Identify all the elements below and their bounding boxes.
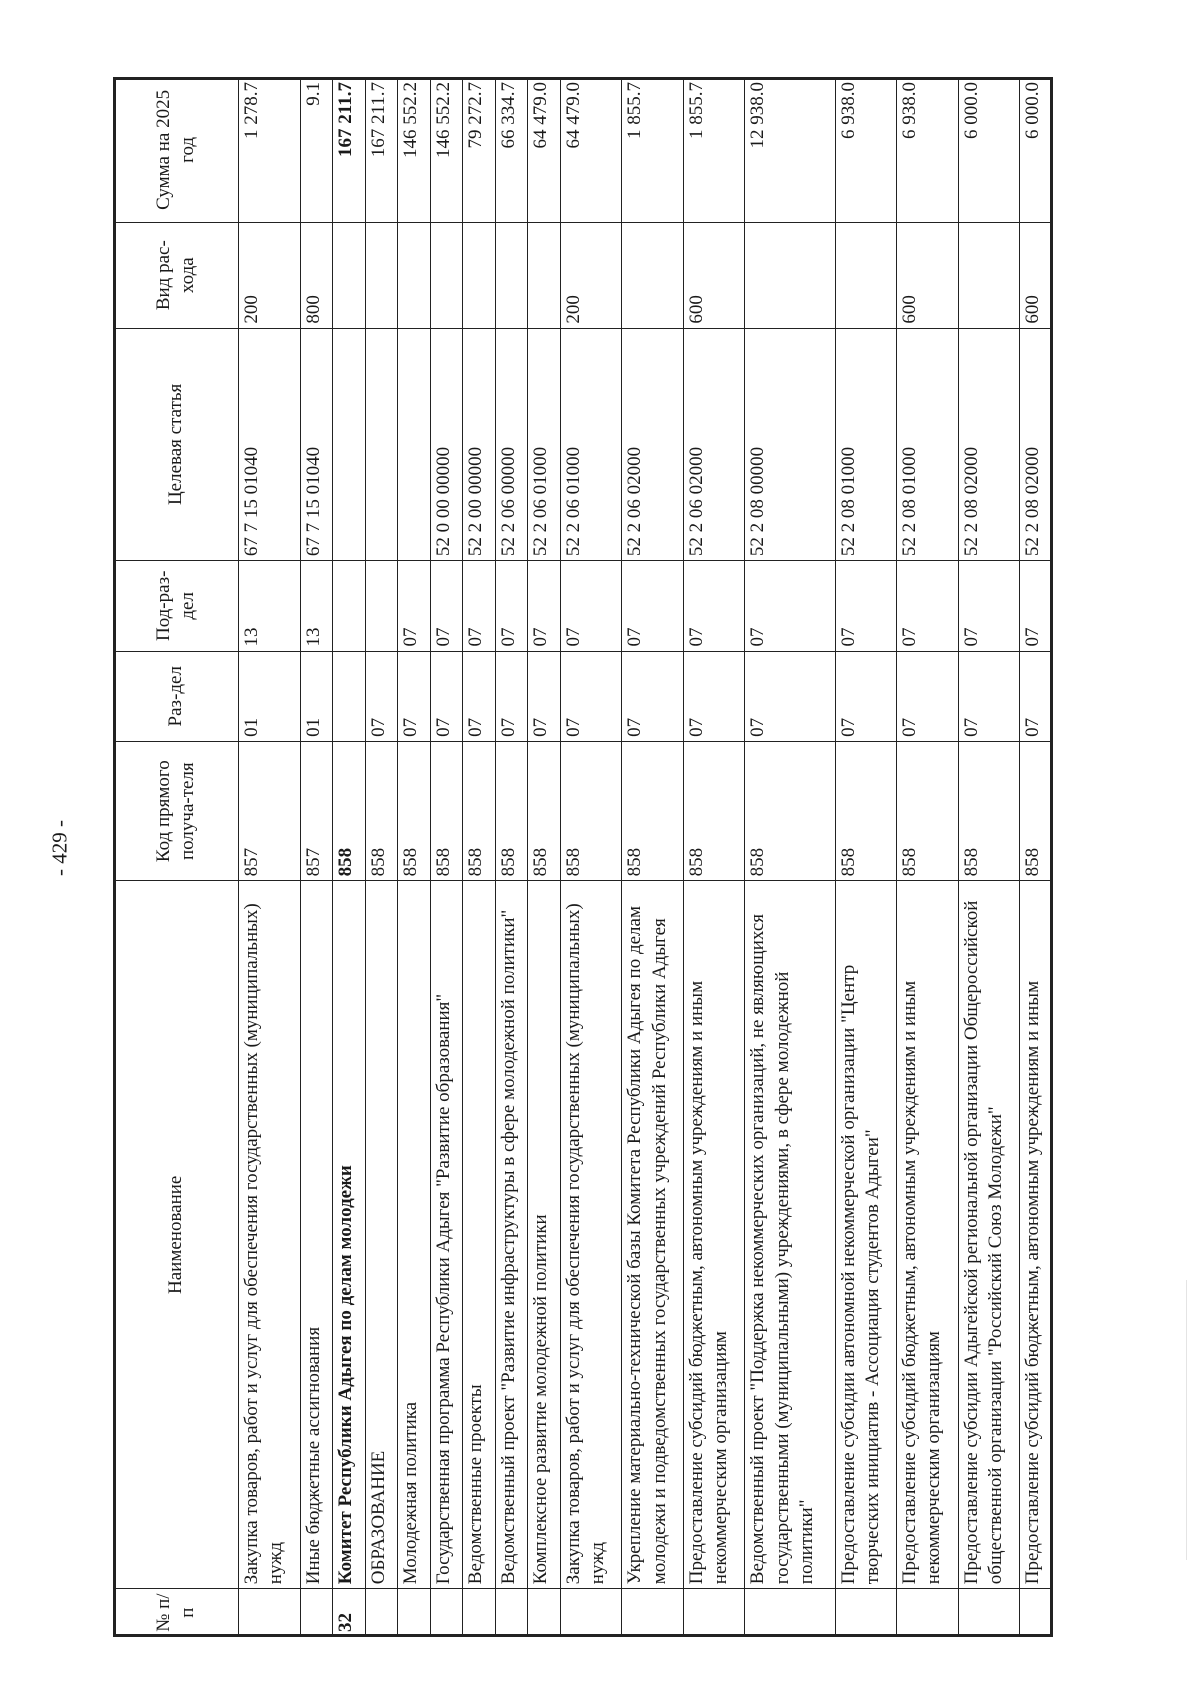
row-amount-cell: 167 211.7 xyxy=(365,78,398,223)
row-subsection-cell: 07 xyxy=(528,561,561,651)
row-section-cell: 01 xyxy=(239,651,301,741)
row-name-cell: Иные бюджетные ассигнования xyxy=(300,881,333,1589)
row-number-cell xyxy=(560,1589,622,1637)
row-recipient-code-cell: 858 xyxy=(835,741,897,880)
scan-artifact-line xyxy=(1186,1280,1187,1560)
row-name-cell: Укрепление материально-технической базы Комитета Республики Адыгея по делам молодежи и подведомственных государственных учреждений Республики Адыгея xyxy=(622,881,684,1589)
row-expense-type-cell: 600 xyxy=(1020,222,1053,328)
row-target-article-cell xyxy=(365,328,398,560)
row-subsection-cell: 07 xyxy=(835,561,897,651)
row-section-cell: 07 xyxy=(1020,651,1053,741)
row-amount-cell: 9.1 xyxy=(300,78,333,223)
row-name-cell: Закупка товаров, работ и услуг для обеспечения государственных (муниципальных) нужд xyxy=(239,881,301,1589)
row-expense-type-cell: 800 xyxy=(300,222,333,328)
row-expense-type-cell: 200 xyxy=(239,222,301,328)
row-section-cell: 07 xyxy=(463,651,496,741)
table-row xyxy=(365,78,398,1637)
table-row xyxy=(897,78,959,1637)
row-recipient-code-cell: 858 xyxy=(528,741,561,880)
row-name-cell: Ведомственный проект "Поддержка некоммерческих организаций, не являющихся государственными (муниципальными) учреждениями, в сфере молодежной политики" xyxy=(745,881,835,1589)
row-subsection-cell: 07 xyxy=(398,561,431,651)
row-recipient-code-cell: 857 xyxy=(239,741,301,880)
row-name-cell: Ведомственные проекты xyxy=(463,881,496,1589)
row-expense-type-cell xyxy=(835,222,897,328)
row-recipient-code-cell: 858 xyxy=(398,741,431,880)
row-recipient-code-cell: 858 xyxy=(560,741,622,880)
row-recipient-code-cell: 858 xyxy=(683,741,745,880)
row-target-article-cell: 52 2 06 00000 xyxy=(495,328,528,560)
budget-table xyxy=(113,77,1053,1637)
table-row xyxy=(745,78,835,1637)
row-name-cell: Ведомственный проект "Развитие инфраструктуры в сфере молодежной политики" xyxy=(495,881,528,1589)
header-name: Наименование xyxy=(114,881,239,1589)
row-amount-cell: 146 552.2 xyxy=(430,78,463,223)
row-name-cell: Предоставление субсидии автономной некоммерческой организации "Центр творческих инициатив - Ассоциация студентов Адыгеи" xyxy=(835,881,897,1589)
row-number-cell xyxy=(365,1589,398,1637)
row-section-cell: 07 xyxy=(622,651,684,741)
row-number-cell xyxy=(495,1589,528,1637)
table-row xyxy=(835,78,897,1637)
table-row xyxy=(300,78,333,1637)
row-recipient-code-cell: 858 xyxy=(745,741,835,880)
row-subsection-cell: 07 xyxy=(430,561,463,651)
row-amount-cell: 64 479.0 xyxy=(560,78,622,223)
row-name-cell: ОБРАЗОВАНИЕ xyxy=(365,881,398,1589)
row-amount-cell: 146 552.2 xyxy=(398,78,431,223)
row-number-cell xyxy=(463,1589,496,1637)
row-expense-type-cell xyxy=(958,222,1020,328)
header-expense-type: Вид рас-хода xyxy=(114,222,239,328)
row-number-cell xyxy=(528,1589,561,1637)
row-target-article-cell xyxy=(333,328,366,560)
row-number-cell xyxy=(897,1589,959,1637)
row-expense-type-cell: 200 xyxy=(560,222,622,328)
row-expense-type-cell xyxy=(365,222,398,328)
table-row xyxy=(495,78,528,1637)
row-amount-cell: 64 479.0 xyxy=(528,78,561,223)
row-number-cell xyxy=(239,1589,301,1637)
table-row xyxy=(1020,78,1053,1637)
row-section-cell: 07 xyxy=(528,651,561,741)
row-subsection-cell: 07 xyxy=(745,561,835,651)
row-recipient-code-cell: 858 xyxy=(622,741,684,880)
row-expense-type-cell xyxy=(622,222,684,328)
header-target-article: Целевая статья xyxy=(114,328,239,560)
header-section: Раз-дел xyxy=(114,651,239,741)
row-section-cell: 07 xyxy=(835,651,897,741)
row-target-article-cell: 52 2 08 01000 xyxy=(835,328,897,560)
row-amount-cell: 6 000.0 xyxy=(1020,78,1053,223)
header-amount-2025: Сумма на 2025 год xyxy=(114,78,239,223)
row-name-cell: Государственная программа Республики Адыгея "Развитие образования" xyxy=(430,881,463,1589)
row-subsection-cell: 07 xyxy=(495,561,528,651)
row-name-cell: Предоставление субсидий бюджетным, автономным учреждениям и иным некоммерческим организациям xyxy=(897,881,959,1589)
row-target-article-cell: 52 2 08 02000 xyxy=(1020,328,1053,560)
row-target-article-cell: 67 7 15 01040 xyxy=(239,328,301,560)
table-row xyxy=(560,78,622,1637)
row-expense-type-cell xyxy=(398,222,431,328)
row-target-article-cell: 52 2 06 02000 xyxy=(683,328,745,560)
table-row xyxy=(430,78,463,1637)
row-section-cell: 07 xyxy=(365,651,398,741)
row-name-cell: Предоставление субсидий бюджетным, автономным учреждениям и иным xyxy=(1020,881,1053,1589)
row-target-article-cell: 52 2 06 01000 xyxy=(528,328,561,560)
row-subsection-cell xyxy=(333,561,366,651)
row-subsection-cell: 07 xyxy=(683,561,745,651)
row-section-cell: 07 xyxy=(745,651,835,741)
row-subsection-cell: 13 xyxy=(300,561,333,651)
row-number-cell xyxy=(835,1589,897,1637)
table-row xyxy=(398,78,431,1637)
row-number-cell xyxy=(430,1589,463,1637)
table-row xyxy=(622,78,684,1637)
row-subsection-cell: 07 xyxy=(958,561,1020,651)
row-subsection-cell: 07 xyxy=(1020,561,1053,651)
row-section-cell: 07 xyxy=(430,651,463,741)
row-target-article-cell: 67 7 15 01040 xyxy=(300,328,333,560)
row-name-cell: Комитет Республики Адыгея по делам молодежи xyxy=(333,881,366,1589)
row-amount-cell: 167 211.7 xyxy=(333,78,366,223)
row-expense-type-cell: 600 xyxy=(683,222,745,328)
row-recipient-code-cell: 858 xyxy=(958,741,1020,880)
row-recipient-code-cell: 858 xyxy=(1020,741,1053,880)
row-number-cell xyxy=(745,1589,835,1637)
row-recipient-code-cell: 858 xyxy=(333,741,366,880)
row-number-cell xyxy=(683,1589,745,1637)
row-amount-cell: 6 938.0 xyxy=(835,78,897,223)
row-subsection-cell: 07 xyxy=(622,561,684,651)
row-expense-type-cell xyxy=(528,222,561,328)
row-subsection-cell xyxy=(365,561,398,651)
row-subsection-cell: 07 xyxy=(463,561,496,651)
row-amount-cell: 12 938.0 xyxy=(745,78,835,223)
row-section-cell: 07 xyxy=(560,651,622,741)
row-number-cell xyxy=(1020,1589,1053,1637)
row-subsection-cell: 07 xyxy=(560,561,622,651)
row-expense-type-cell xyxy=(495,222,528,328)
row-name-cell: Предоставление субсидии Адыгейской региональной организации Общероссийской общественной организации "Российский Союз Молодежи" xyxy=(958,881,1020,1589)
table-row xyxy=(958,78,1020,1637)
row-recipient-code-cell: 857 xyxy=(300,741,333,880)
table-row xyxy=(528,78,561,1637)
row-number-cell xyxy=(622,1589,684,1637)
row-section-cell xyxy=(333,651,366,741)
row-number-cell xyxy=(398,1589,431,1637)
row-number-cell: 32 xyxy=(333,1589,366,1637)
table-header-row xyxy=(114,78,239,1637)
row-subsection-cell: 13 xyxy=(239,561,301,651)
row-target-article-cell: 52 2 00 00000 xyxy=(463,328,496,560)
table-body xyxy=(239,78,1053,1637)
header-recipient-code: Код прямого получа-теля xyxy=(114,741,239,880)
row-recipient-code-cell: 858 xyxy=(365,741,398,880)
table-row xyxy=(683,78,745,1637)
row-section-cell: 07 xyxy=(958,651,1020,741)
row-amount-cell: 1 855.7 xyxy=(622,78,684,223)
row-recipient-code-cell: 858 xyxy=(897,741,959,880)
row-amount-cell: 6 938.0 xyxy=(897,78,959,223)
row-recipient-code-cell: 858 xyxy=(463,741,496,880)
row-expense-type-cell xyxy=(745,222,835,328)
row-recipient-code-cell: 858 xyxy=(430,741,463,880)
row-amount-cell: 1 855.7 xyxy=(683,78,745,223)
row-section-cell: 07 xyxy=(398,651,431,741)
row-subsection-cell: 07 xyxy=(897,561,959,651)
row-expense-type-cell xyxy=(463,222,496,328)
header-num: № п/п xyxy=(114,1589,239,1637)
row-recipient-code-cell: 858 xyxy=(495,741,528,880)
row-section-cell: 01 xyxy=(300,651,333,741)
row-target-article-cell: 52 2 08 00000 xyxy=(745,328,835,560)
table-row xyxy=(333,78,366,1637)
row-target-article-cell: 52 2 06 02000 xyxy=(622,328,684,560)
table-row xyxy=(463,78,496,1637)
page-number: - 429 - xyxy=(47,820,72,876)
row-name-cell: Комплексное развитие молодежной политики xyxy=(528,881,561,1589)
row-target-article-cell: 52 2 06 01000 xyxy=(560,328,622,560)
row-amount-cell: 6 000.0 xyxy=(958,78,1020,223)
header-subsection: Под-раз-дел xyxy=(114,561,239,651)
row-section-cell: 07 xyxy=(683,651,745,741)
row-number-cell xyxy=(958,1589,1020,1637)
row-expense-type-cell: 600 xyxy=(897,222,959,328)
row-target-article-cell: 52 2 08 02000 xyxy=(958,328,1020,560)
row-amount-cell: 66 334.7 xyxy=(495,78,528,223)
row-target-article-cell xyxy=(398,328,431,560)
budget-table-rotated xyxy=(113,77,1053,1637)
row-target-article-cell: 52 0 00 00000 xyxy=(430,328,463,560)
row-expense-type-cell xyxy=(333,222,366,328)
row-expense-type-cell xyxy=(430,222,463,328)
row-name-cell: Предоставление субсидий бюджетным, автономным учреждениям и иным некоммерческим организациям xyxy=(683,881,745,1589)
row-amount-cell: 1 278.7 xyxy=(239,78,301,223)
row-amount-cell: 79 272.7 xyxy=(463,78,496,223)
row-name-cell: Молодежная политика xyxy=(398,881,431,1589)
table-row xyxy=(239,78,301,1637)
row-section-cell: 07 xyxy=(897,651,959,741)
row-name-cell: Закупка товаров, работ и услуг для обеспечения государственных (муниципальных) нужд xyxy=(560,881,622,1589)
row-target-article-cell: 52 2 08 01000 xyxy=(897,328,959,560)
row-number-cell xyxy=(300,1589,333,1637)
row-section-cell: 07 xyxy=(495,651,528,741)
